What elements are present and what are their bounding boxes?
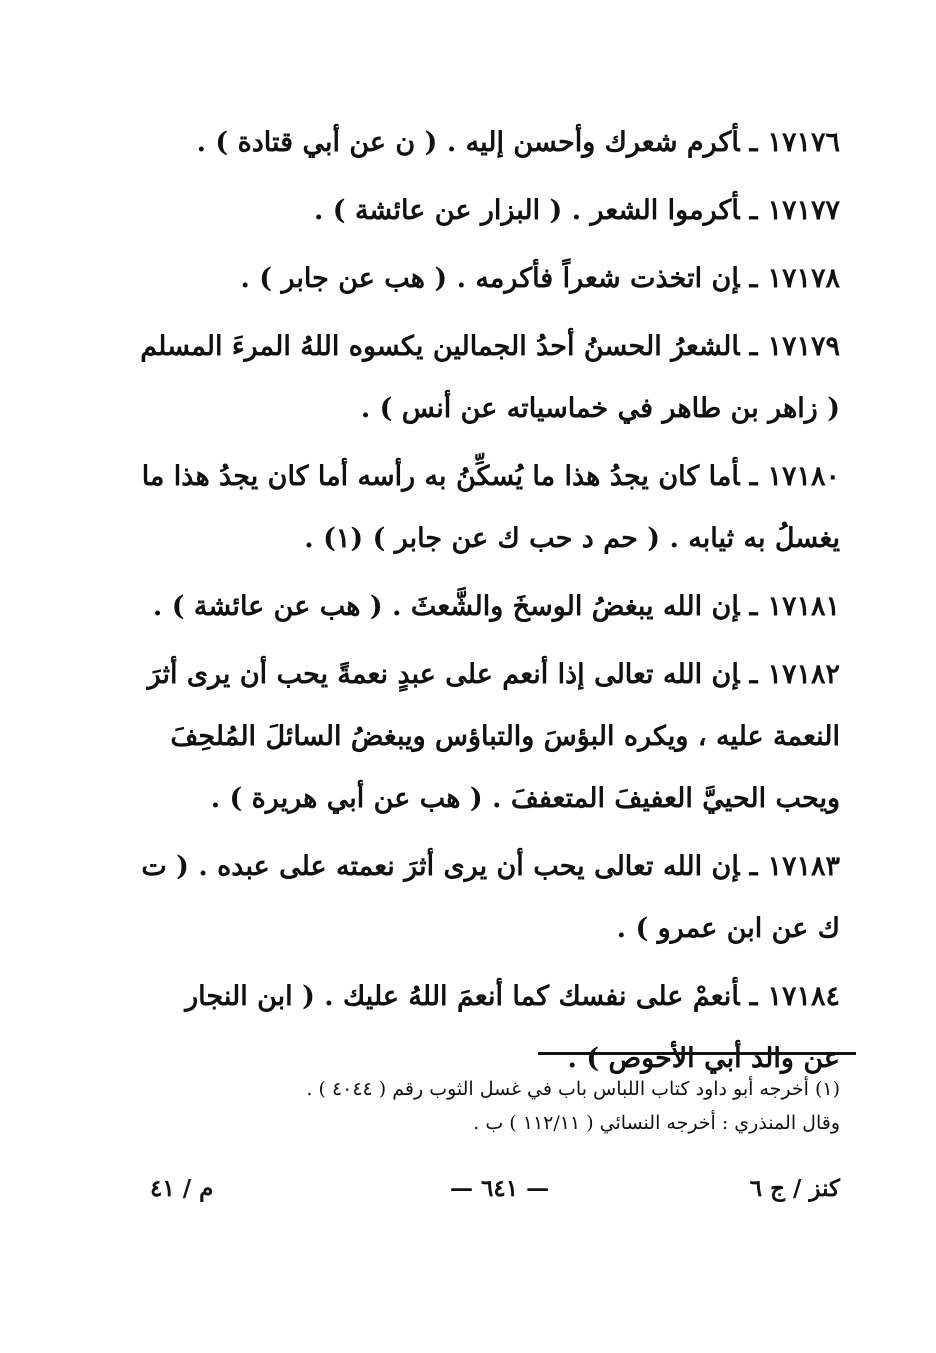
entry-text: الشعرُ الحسنُ أحدُ الجمالين يكسوه اللهُ المرءَ المسلم ( زاهر بن طاهر في خماسياته عن أنس ) . [140, 331, 840, 424]
entry-text: إن اتخذت شعراً فأكرمه . ( هب عن جابر ) . [240, 263, 740, 294]
entry-separator: ـ [749, 851, 758, 882]
entry-text: أكرموا الشعر . ( البزار عن عائشة ) . [313, 195, 740, 226]
entry-separator: ـ [749, 127, 758, 158]
entry-text: أما كان يجدُ هذا ما يُسكِّنُ به رأسه أما كان يجدُ هذا ما يغسلُ به ثيابه . ( حم د حب ك عن جابر ) (١) . [141, 461, 840, 554]
hadith-entry [140, 248, 840, 310]
footnote-divider [538, 1052, 856, 1055]
entry-text: إن الله تعالى يحب أن يرى أثرَ نعمته على عبده . ( ت ك عن ابن عمرو ) . [141, 851, 840, 944]
hadith-entry [140, 576, 840, 638]
entry-text: أنعمْ على نفسك كما أنعمَ اللهُ عليك . ( ابن النجار عن والد أبي الأحوص ) . [185, 981, 840, 1074]
entry-number: ١٧١٧٨ [767, 263, 840, 294]
page-number: — ٦٤١ — [450, 1175, 550, 1202]
entry-number: ١٧١٧٦ [767, 127, 840, 158]
entry-separator: ـ [749, 461, 758, 492]
entry-number: ١٧١٨٠ [767, 461, 840, 492]
hadith-entries [140, 112, 840, 1096]
entry-separator: ـ [749, 981, 758, 1012]
entry-number: ١٧١٨٤ [767, 981, 840, 1012]
entry-separator: ـ [749, 659, 758, 690]
page-footer [150, 1175, 840, 1215]
signature-mark: م / ٤١ [150, 1175, 214, 1202]
book-reference: كنز / ج ٦ [749, 1175, 840, 1202]
entry-text: أكرم شعرك وأحسن إليه . ( ن عن أبي قتادة ) . [196, 127, 740, 158]
entry-number: ١٧١٨٣ [767, 851, 840, 882]
entry-text: إن الله يبغضُ الوسخَ والشَّعثَ . ( هب عن عائشة ) . [152, 591, 740, 622]
entry-separator: ـ [749, 591, 758, 622]
entry-text: إن الله تعالى إذا أنعم على عبدٍ نعمةً يحب أن يرى أثرَ النعمة عليه ، ويكره البؤسَ والتباؤس ويبغضُ السائلَ المُلحِفَ ويحب الحييَّ العفيفَ المتعففَ . ( هب عن أبي هريرة ) . [147, 659, 840, 814]
hadith-entry [140, 446, 840, 570]
entry-number: ١٧١٧٧ [767, 195, 840, 226]
hadith-entry [140, 836, 840, 960]
entry-separator: ـ [749, 331, 758, 362]
footnote-line: وقال المنذري : أخرجه النسائي ( ١١٢/١١ ) ب . [473, 1112, 840, 1134]
hadith-entry [140, 316, 840, 440]
entry-number: ١٧١٧٩ [767, 331, 840, 362]
hadith-entry [140, 180, 840, 242]
footnote-line: (١) أخرجه أبو داود كتاب اللباس باب في غسل الثوب رقم ( ٤٠٤٤ ) . [306, 1078, 840, 1100]
entry-number: ١٧١٨١ [767, 591, 840, 622]
entry-number: ١٧١٨٢ [767, 659, 840, 690]
hadith-entry [140, 112, 840, 174]
hadith-entry [140, 644, 840, 830]
entry-separator: ـ [749, 263, 758, 294]
entry-separator: ـ [749, 195, 758, 226]
footnote [150, 1072, 840, 1140]
